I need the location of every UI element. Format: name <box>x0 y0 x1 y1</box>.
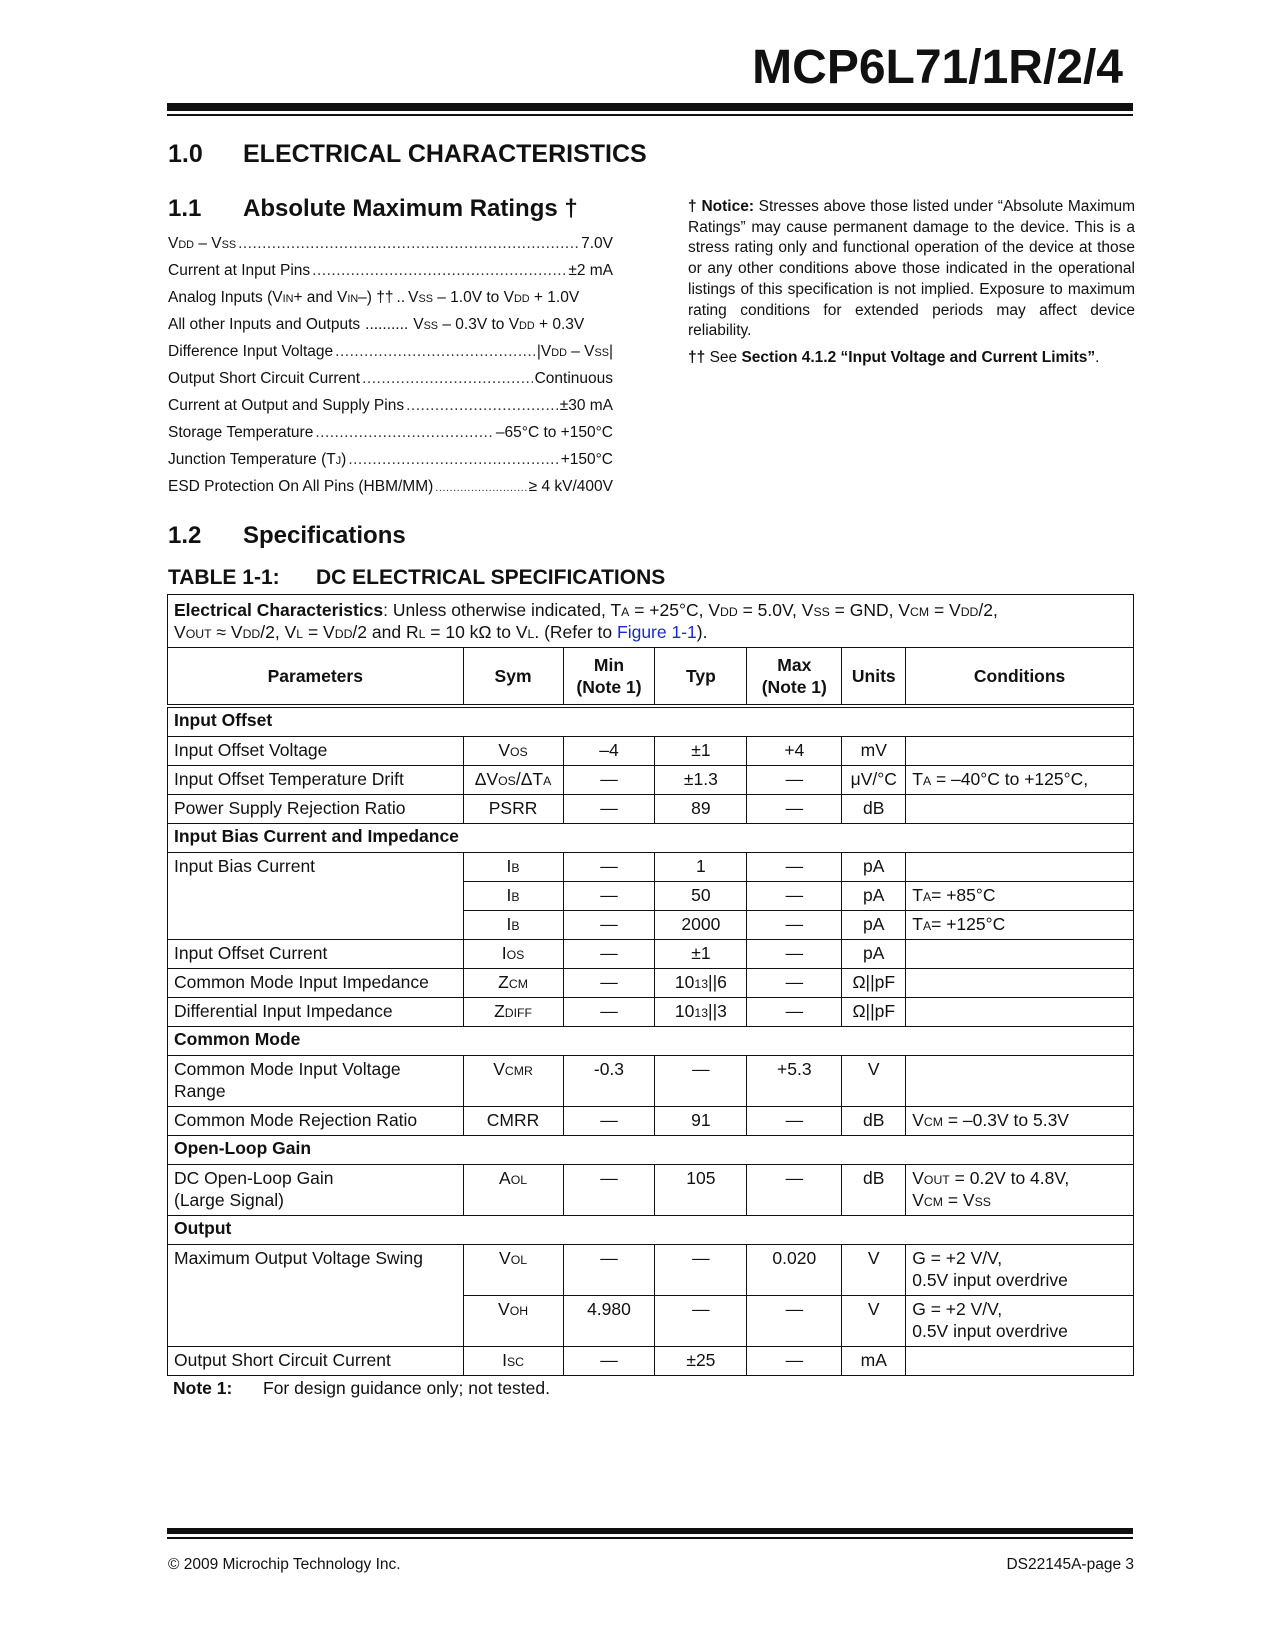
sym-cell: $\Delta V_{OS}/\Delta T_A$ <box>463 766 563 795</box>
param-cell: Maximum Output Voltage Swing <box>168 1245 464 1347</box>
cond-line: G = +2 V/V, <box>912 1299 1003 1319</box>
typ-cell: 50 <box>655 882 747 911</box>
cond-line: 0.5V input overdrive <box>912 1270 1068 1290</box>
group-input-bias: Input Bias Current and Impedance <box>168 824 1134 853</box>
rating-value: $|V_{DD} - V_{SS}|$ <box>536 343 613 360</box>
header-min-note: (Note 1) <box>576 677 642 697</box>
sym-cell: $I_B$ <box>463 882 563 911</box>
group-common-mode: Common Mode <box>168 1027 1134 1056</box>
conditions-cell <box>906 795 1134 824</box>
conditions-cell <box>906 1347 1134 1376</box>
table-group-row <box>168 1136 1134 1165</box>
header-min <box>563 648 655 705</box>
min-cell: — <box>563 853 655 882</box>
header-max <box>747 648 842 705</box>
min-cell: — <box>563 1347 655 1376</box>
units-cell: Ω||pF <box>842 998 906 1027</box>
footer-page-number: DS22145A-page 3 <box>1006 1556 1134 1573</box>
rating-row <box>168 451 613 478</box>
ec-lead: Electrical Characteristics <box>174 600 384 620</box>
param-line: DC Open-Loop Gain <box>174 1168 334 1188</box>
section-reference: Section 4.1.2 “Input Voltage and Current Limits” <box>741 349 1096 366</box>
param-cell: Input Offset Voltage <box>168 737 464 766</box>
max-cell: — <box>747 969 842 998</box>
sym-cell: $Z_{CM}$ <box>463 969 563 998</box>
param-line: Range <box>174 1081 226 1101</box>
rating-label: Current at Output and Supply Pins <box>168 397 405 414</box>
notice-lead: † Notice: <box>688 198 755 215</box>
rating-row: Analog Inputs ($V_{IN}+$ and $V_{IN}-$) †† .. $V_{SS} - 1.0V$ to $V_{DD} + 1.0V$ <box>168 289 580 306</box>
section-heading-1-2 <box>168 522 406 550</box>
rating-value: ≥ 4 kV/400V <box>528 478 613 495</box>
param-cell: Input Bias Current <box>168 853 464 940</box>
conditions-cell <box>906 969 1134 998</box>
dc-spec-table <box>167 594 1134 1376</box>
rating-label: All other Inputs and Outputs <box>168 316 361 333</box>
min-cell: — <box>563 911 655 940</box>
sym-cell: $V_{OH}$ <box>463 1296 563 1347</box>
max-cell: — <box>747 882 842 911</box>
rating-label: Analog Inputs ($V_{IN}+$ and $V_{IN}-$) †† <box>168 289 394 306</box>
table-row <box>168 998 1134 1027</box>
header-sym: Sym <box>463 648 563 705</box>
notice-see: See <box>709 349 738 366</box>
rating-label: Difference Input Voltage <box>168 343 334 360</box>
rating-value: $V_{SS} - 0.3V$ to $V_{DD} + 0.3V$ <box>413 316 585 333</box>
units-cell: pA <box>842 940 906 969</box>
sym-cell: PSRR <box>463 795 563 824</box>
footer-rule-thin <box>167 1537 1133 1539</box>
max-cell: — <box>747 853 842 882</box>
figure-link[interactable]: Figure 1-1 <box>617 622 697 642</box>
param-cell <box>168 1165 464 1216</box>
conditions-cell <box>906 940 1134 969</box>
typ-cell: — <box>655 1296 747 1347</box>
min-cell: — <box>563 1107 655 1136</box>
sym-cell: $V_{OS}$ <box>463 737 563 766</box>
units-cell: Ω||pF <box>842 969 906 998</box>
table-row <box>168 1245 1134 1296</box>
param-cell: Input Offset Current <box>168 940 464 969</box>
conditions-cell: $V_{CM} = -0.3V$ to 5.3V <box>906 1107 1134 1136</box>
header-rule <box>167 103 1133 111</box>
electrical-characteristics-note: Electrical Characteristics: Unless otherwise indicated, $T_A = +25^\circ C$, $V_{DD} = 5.0V$, $V_{SS}$ = GND, $V_{CM} = V_{DD}/2$, $V_{OUT} \approx V_{DD}/2$, $V_L = V_{DD}/2$ and $R_L = 10$ kΩ to $V_L$. (Refer to Figure 1-1). <box>168 595 1134 648</box>
note-text: For design guidance only; not tested. <box>263 1378 550 1398</box>
units-cell: V <box>842 1296 906 1347</box>
note-label: Note 1: <box>173 1378 233 1398</box>
min-cell: — <box>563 998 655 1027</box>
section-heading-1 <box>168 140 647 169</box>
param-line: Common Mode Input Voltage <box>174 1059 401 1079</box>
typ-cell: — <box>655 1245 747 1296</box>
conditions-cell: $T_A= +125^\circ C$ <box>906 911 1134 940</box>
table-note <box>173 1378 550 1399</box>
rating-row: All other Inputs and Outputs .......... $V_{SS} - 0.3V$ to $V_{DD} + 0.3V$ <box>168 316 585 333</box>
table-group-row <box>168 1027 1134 1056</box>
max-cell: — <box>747 1107 842 1136</box>
section-number: 1.1 <box>168 195 202 222</box>
min-cell: — <box>563 766 655 795</box>
typ-cell: 105 <box>655 1165 747 1216</box>
typ-cell: 91 <box>655 1107 747 1136</box>
header-max-label: Max <box>777 655 812 675</box>
max-cell: 0.020 <box>747 1245 842 1296</box>
notice-lead-2: †† <box>688 349 706 366</box>
table-group-row <box>168 824 1134 853</box>
table-row <box>168 853 1134 882</box>
param-cell <box>168 1056 464 1107</box>
document-title: MCP6L71/1R/2/4 <box>752 41 1123 94</box>
footer-copyright: © 2009 Microchip Technology Inc. <box>168 1556 401 1573</box>
section-title: Specifications <box>243 522 406 549</box>
min-cell: –4 <box>563 737 655 766</box>
cond-line: 0.5V input overdrive <box>912 1321 1068 1341</box>
table-row <box>168 795 1134 824</box>
units-cell: mA <box>842 1347 906 1376</box>
sym-cell: $I_{OS}$ <box>463 940 563 969</box>
units-cell: μV/°C <box>842 766 906 795</box>
param-line: (Large Signal) <box>174 1190 284 1210</box>
max-cell: +4 <box>747 737 842 766</box>
table-group-row <box>168 708 1134 737</box>
typ-cell: 2000 <box>655 911 747 940</box>
typ-cell: ±25 <box>655 1347 747 1376</box>
param-cell: Input Offset Temperature Drift <box>168 766 464 795</box>
sym-cell: $Z_{DIFF}$ <box>463 998 563 1027</box>
header-parameters: Parameters <box>168 648 464 705</box>
section-number: 1.0 <box>168 140 203 168</box>
rating-value: Continuous <box>534 370 613 387</box>
sym-cell: $A_{OL}$ <box>463 1165 563 1216</box>
header-units: Units <box>842 648 906 705</box>
conditions-cell <box>906 1245 1134 1296</box>
units-cell: pA <box>842 911 906 940</box>
units-cell: pA <box>842 853 906 882</box>
conditions-cell <box>906 1056 1134 1107</box>
conditions-cell <box>906 737 1134 766</box>
rating-value: ±2 mA <box>568 262 613 279</box>
max-cell: — <box>747 1165 842 1216</box>
table-row <box>168 1056 1134 1107</box>
header-rule-thin <box>167 114 1133 116</box>
notice-end: . <box>1095 349 1100 366</box>
notice-paragraph <box>688 197 1135 342</box>
table-row <box>168 737 1134 766</box>
typ-cell: 89 <box>655 795 747 824</box>
group-input-offset: Input Offset <box>168 708 1134 737</box>
rating-value: –65°C to +150°C <box>495 424 613 441</box>
conditions-cell: $T_A= +85^\circ C$ <box>906 882 1134 911</box>
section-heading-1-1 <box>168 195 578 223</box>
cond-line: G = +2 V/V, <box>912 1248 1003 1268</box>
min-cell: — <box>563 940 655 969</box>
rating-row <box>168 262 613 289</box>
conditions-cell: $V_{OUT} = 0.2V$ to 4.8V, $V_{CM} = V_{SS}$ <box>906 1165 1134 1216</box>
max-cell: — <box>747 795 842 824</box>
notice-reference <box>688 349 1135 367</box>
rating-label: Output Short Circuit Current <box>168 370 361 387</box>
header-typ: Typ <box>655 648 747 705</box>
sym-cell: CMRR <box>463 1107 563 1136</box>
conditions-cell <box>906 998 1134 1027</box>
min-cell: — <box>563 795 655 824</box>
max-cell: — <box>747 766 842 795</box>
min-cell: 4.980 <box>563 1296 655 1347</box>
table-group-row <box>168 1216 1134 1245</box>
conditions-cell <box>906 1296 1134 1347</box>
header-min-label: Min <box>593 655 625 675</box>
typ-cell: ±1 <box>655 940 747 969</box>
table-row <box>168 766 1134 795</box>
min-cell: — <box>563 969 655 998</box>
rating-label: $V_{DD} - V_{SS}$ <box>168 235 237 252</box>
param-cell: Common Mode Rejection Ratio <box>168 1107 464 1136</box>
min-cell: — <box>563 1165 655 1216</box>
table-row <box>168 969 1134 998</box>
max-cell: — <box>747 911 842 940</box>
table-row <box>168 1347 1134 1376</box>
table-row <box>168 1165 1134 1216</box>
typ-cell: ±1.3 <box>655 766 747 795</box>
header-conditions: Conditions <box>906 648 1134 705</box>
rating-value: +150°C <box>560 451 613 468</box>
table-number: TABLE 1-1: <box>168 566 280 589</box>
rating-row <box>168 397 613 424</box>
table-conditions-row <box>168 595 1134 648</box>
rating-value: $V_{SS} - 1.0V$ to $V_{DD} + 1.0V$ <box>408 289 580 306</box>
group-output: Output <box>168 1216 1134 1245</box>
section-title: Absolute Maximum Ratings † <box>243 195 578 222</box>
sym-cell: $I_{SC}$ <box>463 1347 563 1376</box>
group-open-loop-gain: Open-Loop Gain <box>168 1136 1134 1165</box>
param-cell: Power Supply Rejection Ratio <box>168 795 464 824</box>
units-cell: dB <box>842 795 906 824</box>
units-cell: pA <box>842 882 906 911</box>
param-cell: Common Mode Input Impedance <box>168 969 464 998</box>
table-header-row <box>168 648 1134 705</box>
table-row <box>168 1107 1134 1136</box>
rating-row <box>168 478 613 505</box>
rating-row <box>168 235 613 262</box>
typ-cell: $10^{13}||3$ <box>655 998 747 1027</box>
param-cell: Differential Input Impedance <box>168 998 464 1027</box>
table-row <box>168 940 1134 969</box>
max-cell: — <box>747 940 842 969</box>
rating-row <box>168 424 613 451</box>
table-caption <box>168 566 665 590</box>
rating-label: Junction Temperature $(T_J)$ <box>168 451 347 468</box>
param-cell: Output Short Circuit Current <box>168 1347 464 1376</box>
rating-row <box>168 343 613 370</box>
header-max-note: (Note 1) <box>761 677 827 697</box>
rating-label: ESD Protection On All Pins (HBM/MM) <box>168 478 434 495</box>
units-cell: dB <box>842 1165 906 1216</box>
section-number: 1.2 <box>168 522 202 549</box>
min-cell: — <box>563 1245 655 1296</box>
typ-cell: — <box>655 1056 747 1107</box>
units-cell: dB <box>842 1107 906 1136</box>
conditions-cell: $T_A = -40^\circ C$ to +125°C, <box>906 766 1134 795</box>
section-title: ELECTRICAL CHARACTERISTICS <box>243 140 647 168</box>
rating-label: Current at Input Pins <box>168 262 311 279</box>
rating-value: ±30 mA <box>559 397 613 414</box>
units-cell: mV <box>842 737 906 766</box>
sym-cell: $I_B$ <box>463 911 563 940</box>
max-cell: — <box>747 1347 842 1376</box>
min-cell: — <box>563 882 655 911</box>
units-cell: V <box>842 1245 906 1296</box>
notice-text: Stresses above those listed under “Absolute Maximum Ratings” may cause permanent damage to the device. This is a stress rating only and functional operation of the device at those or any other conditions above those indicated in the operational listings of this specification is not implied. Exposure to maximum rating conditions for extended periods may affect device reliability. <box>688 198 1136 340</box>
table-title: DC ELECTRICAL SPECIFICATIONS <box>316 566 666 589</box>
sym-cell: $I_B$ <box>463 853 563 882</box>
rating-row <box>168 370 613 397</box>
absolute-max-ratings-list <box>168 235 613 505</box>
units-cell: V <box>842 1056 906 1107</box>
typ-cell: $10^{13}||6$ <box>655 969 747 998</box>
typ-cell: ±1 <box>655 737 747 766</box>
max-cell: — <box>747 1296 842 1347</box>
footer-rule <box>167 1528 1133 1534</box>
conditions-cell <box>906 853 1134 882</box>
sym-cell: $V_{CMR}$ <box>463 1056 563 1107</box>
max-cell: +5.3 <box>747 1056 842 1107</box>
rating-label: Storage Temperature <box>168 424 314 441</box>
typ-cell: 1 <box>655 853 747 882</box>
max-cell: — <box>747 998 842 1027</box>
min-cell: -0.3 <box>563 1056 655 1107</box>
sym-cell: $V_{OL}$ <box>463 1245 563 1296</box>
rating-value: 7.0V <box>581 235 613 252</box>
